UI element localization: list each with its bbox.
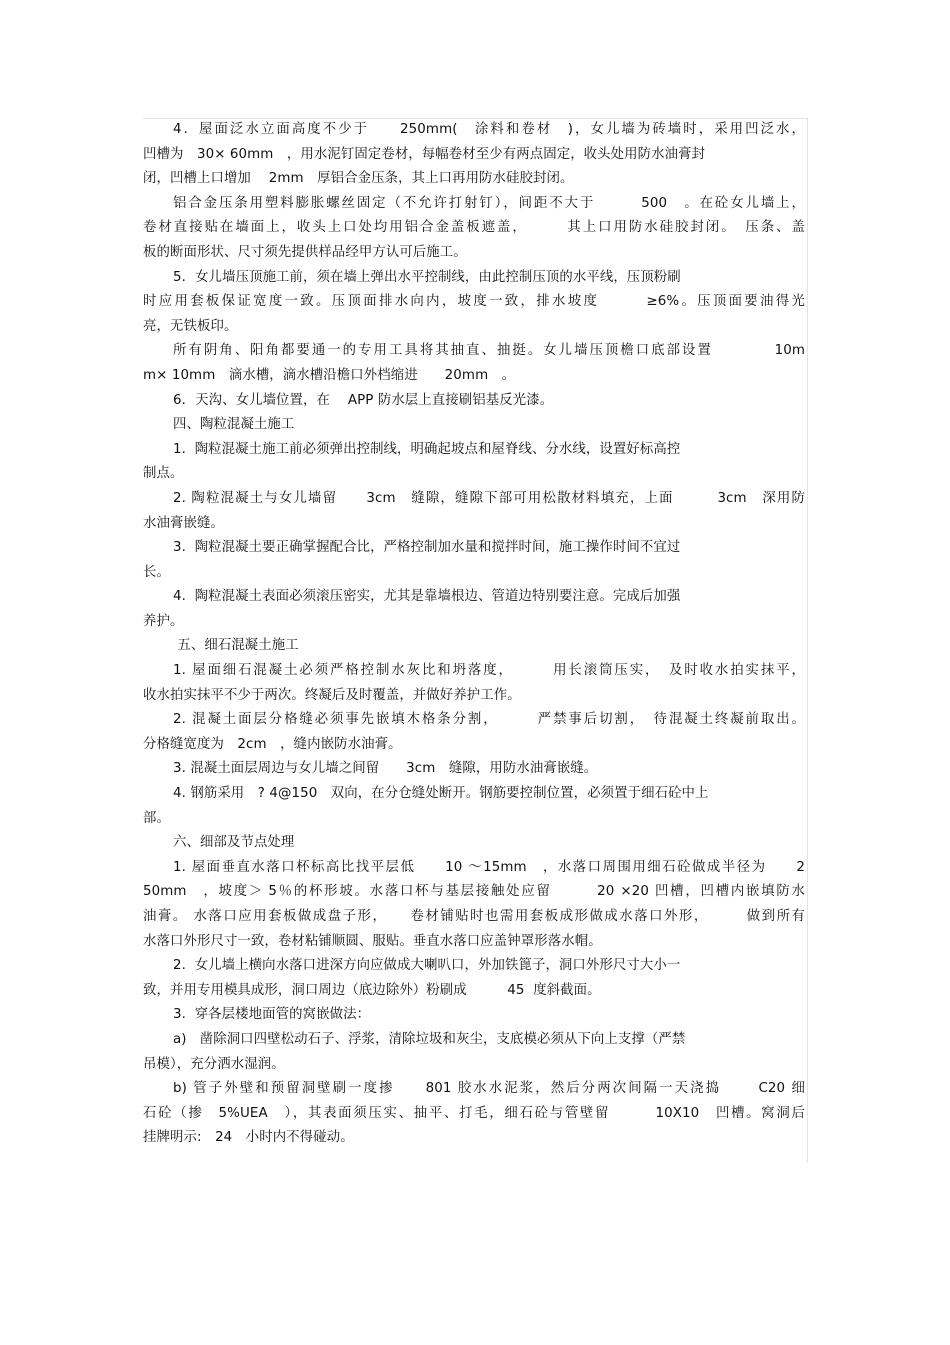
text-line: 凹槽为 30× 60mm ，用水泥钉固定卷材，每幅卷材至少有两点固定，收头处用防水油膏封 bbox=[143, 146, 706, 162]
text-line: 部。 bbox=[143, 810, 170, 826]
text-line: 制点。 bbox=[143, 466, 184, 482]
text-line: 2. 混凝土面层分格缝必须事先嵌填木格条分割， 严禁事后切割， 待混凝土终凝前取出。 bbox=[173, 712, 805, 728]
text-line: 4. 钢筋采用 ? 4@150 双向，在分仓缝处断开。钢筋要控制位置，必须置于细石砼中上 bbox=[173, 786, 709, 802]
paragraph bbox=[143, 413, 805, 438]
paragraph bbox=[143, 1028, 805, 1077]
text-line: 分格缝宽度为 2cm ，缝内嵌防水油膏。 bbox=[143, 736, 402, 752]
text-line: 50mm ，坡度＞ 5％的杯形坡。水落口杯与基层接触处应留 20 ×20 凹槽，凹槽内嵌填防水 bbox=[143, 884, 805, 900]
text-line: m× 10mm 滴水槽，滴水槽沿檐口外档缩进 20mm 。 bbox=[143, 367, 516, 383]
text-line: 2. 女儿墙上横向水落口进深方向应做成大喇叭口，外加铁篦子，洞口外形尺寸大小一 bbox=[173, 958, 681, 974]
text-line: 卷材直接贴在墙面上，收头上口处均用铝合金盖板遮盖， 其上口用防水硅胶封闭。 压条、盖 bbox=[143, 220, 805, 236]
text-line: 四、陶粒混凝土施工 bbox=[173, 417, 295, 433]
text-line: 致，并用专用模具成形，洞口周边（底边除外）粉刷成 45 度斜截面。 bbox=[143, 982, 601, 998]
paragraph bbox=[143, 831, 805, 856]
paragraph bbox=[143, 585, 805, 634]
text-line: b) 管子外壁和预留洞壁刷一度掺 801 胶水水泥浆，然后分两次间隔一天浇捣 C20 细 bbox=[173, 1081, 805, 1097]
text-line: 水落口外形尺寸一致，卷材粘铺顺圆、服贴。垂直水落口应盖钟罩形落水帽。 bbox=[143, 933, 602, 949]
paragraph bbox=[143, 708, 805, 757]
paragraph bbox=[143, 634, 805, 659]
text-line: 水油膏嵌缝。 bbox=[143, 515, 224, 531]
text-line: 3. 穿各层楼地面管的窝嵌做法： bbox=[173, 1007, 371, 1023]
text-line: 6．天沟、女儿墙位置，在 APP 防水层上直接刷铝基反光漆。 bbox=[173, 392, 554, 408]
paragraph bbox=[143, 659, 805, 708]
document-body bbox=[143, 118, 805, 1151]
text-line: 1. 陶粒混凝土施工前必须弹出控制线，明确起坡点和屋脊线、分水线，设置好标高控 bbox=[173, 441, 681, 457]
text-line: 养护。 bbox=[143, 613, 184, 629]
text-line: 亮，无铁板印。 bbox=[143, 318, 238, 334]
text-line: 2. 陶粒混凝土与女儿墙留 3cm 缝隙，缝隙下部可用松散材料填充，上面 3cm 深用防 bbox=[173, 490, 805, 506]
paragraph bbox=[143, 438, 805, 487]
text-line: 吊模），充分洒水湿润。 bbox=[143, 1056, 285, 1072]
text-line: 六、细部及节点处理 bbox=[173, 835, 295, 851]
paragraph bbox=[143, 782, 805, 831]
paragraph bbox=[143, 266, 805, 340]
text-line: 3. 陶粒混凝土要正确掌握配合比，严格控制加水量和搅拌时间，施工操作时间不宜过 bbox=[173, 540, 681, 556]
text-line: 1. 屋面垂直水落口杯标高比找平层低 10 ～15mm ，水落口周围用细石砼做成半径为 2 bbox=[173, 859, 805, 875]
text-line: 5．女儿墙压顶施工前，须在墙上弹出水平控制线，由此控制压顶的水平线，压顶粉刷 bbox=[173, 269, 681, 285]
text-line: 石砼（掺 5%UEA ），其表面须压实、抽平、打毛，细石砼与管壁留 10X10 凹槽。窝洞后 bbox=[143, 1105, 805, 1121]
text-line: 3. 混凝土面层周边与女儿墙之间留 3cm 缝隙，用防水油膏嵌缝。 bbox=[173, 761, 598, 777]
text-line: 收水拍实抹平不少于两次。终凝后及时覆盖，并做好养护工作。 bbox=[143, 687, 521, 703]
paragraph bbox=[143, 339, 805, 388]
text-line: 4. 陶粒混凝土表面必须滚压密实，尤其是靠墙根边、管道边特别要注意。完成后加强 bbox=[173, 589, 681, 605]
paragraph bbox=[143, 536, 805, 585]
paragraph bbox=[143, 192, 805, 266]
paragraph bbox=[143, 856, 805, 954]
text-line: 板的断面形状、尺寸须先提供样品经甲方认可后施工。 bbox=[143, 244, 467, 260]
paragraph bbox=[143, 757, 805, 782]
paragraph bbox=[143, 487, 805, 536]
text-line: 挂牌明示: 24 小时内不得碰动。 bbox=[143, 1130, 354, 1146]
text-line: a) 凿除洞口四壁松动石子、浮浆，清除垃圾和灰尘，支底模必须从下向上支撑（严禁 bbox=[173, 1031, 686, 1047]
text-line: 4．屋面泛水立面高度不少于 250mm( 涂料和卷材 )，女儿墙为砖墙时，采用凹泛水， bbox=[173, 122, 805, 137]
paragraph bbox=[143, 1077, 805, 1151]
paragraph bbox=[143, 1003, 805, 1028]
text-line: 五、细石混凝土施工 bbox=[173, 638, 299, 654]
text-line: 铝合金压条用塑料膨胀螺丝固定（不允许打射钉），间距不大于 500 。在砼女儿墙上， bbox=[173, 195, 805, 211]
text-line: 所有阴角、阳角都要通一的专用工具将其抽直、抽挺。女儿墙压顶檐口底部设置 10m bbox=[173, 343, 805, 359]
paragraph bbox=[143, 389, 805, 414]
paragraph bbox=[143, 954, 805, 1003]
text-line: 闭，凹槽上口增加 2mm 厚铝合金压条，其上口再用防水硅胶封闭。 bbox=[143, 171, 574, 187]
text-line: 油膏。 水落口应用套板做成盘子形， 卷材铺贴时也需用套板成形做成水落口外形， 做到所有 bbox=[143, 909, 805, 924]
text-line: 时应用套板保证宽度一致。压顶面排水向内，坡度一致，排水坡度 ≥6%。压顶面要油得光 bbox=[143, 294, 805, 310]
text-line: 1. 屋面细石混凝土必须严格控制水灰比和坍落度， 用长滚筒压实， 及时收水拍实抹平， bbox=[173, 663, 805, 679]
text-line: 长。 bbox=[143, 564, 170, 580]
paragraph bbox=[143, 118, 805, 192]
